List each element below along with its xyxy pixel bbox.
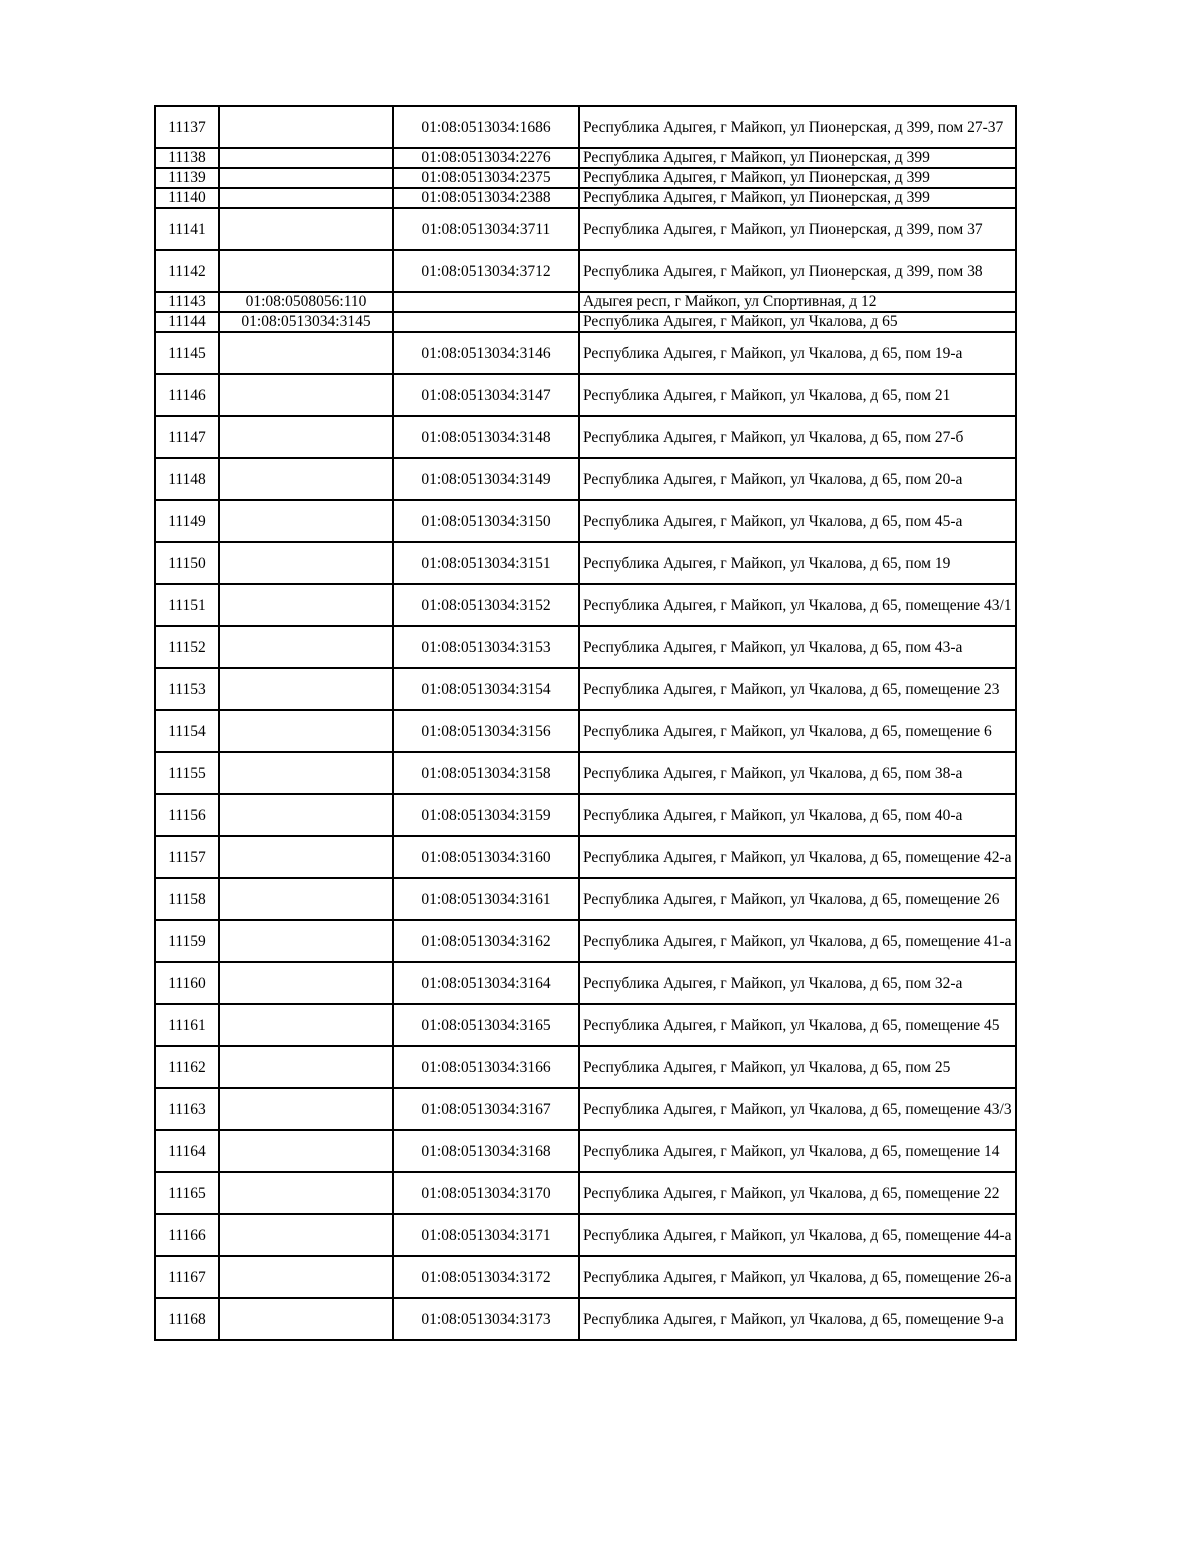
address-cell: Республика Адыгея, г Майкоп, ул Чкалова, д 65, помещение 9-а	[579, 1298, 1016, 1340]
row-number-cell: 11167	[155, 1256, 219, 1298]
cadastral-number-building-cell	[219, 920, 393, 962]
row-number-cell: 11147	[155, 416, 219, 458]
address-cell: Республика Адыгея, г Майкоп, ул Чкалова, д 65, помещение 23	[579, 668, 1016, 710]
cadastral-number-premises-cell: 01:08:0513034:3712	[393, 250, 579, 292]
table-row	[155, 1298, 1016, 1340]
address-cell: Республика Адыгея, г Майкоп, ул Чкалова, д 65, помещение 41-а	[579, 920, 1016, 962]
cadastral-number-building-cell	[219, 416, 393, 458]
table-row	[155, 292, 1016, 312]
cadastral-number-building-cell	[219, 188, 393, 208]
address-cell: Республика Адыгея, г Майкоп, ул Пионерская, д 399, пом 38	[579, 250, 1016, 292]
table-row	[155, 542, 1016, 584]
table-row	[155, 1088, 1016, 1130]
table-row	[155, 710, 1016, 752]
cadastral-number-building-cell	[219, 542, 393, 584]
row-number-cell: 11149	[155, 500, 219, 542]
cadastral-number-building-cell	[219, 1172, 393, 1214]
cadastral-number-building-cell	[219, 106, 393, 148]
cadastral-number-building-cell	[219, 752, 393, 794]
cadastral-number-premises-cell: 01:08:0513034:3152	[393, 584, 579, 626]
address-cell: Республика Адыгея, г Майкоп, ул Чкалова, д 65, пом 27-б	[579, 416, 1016, 458]
cadastral-number-building-cell	[219, 1214, 393, 1256]
cadastral-number-building-cell	[219, 584, 393, 626]
cadastral-number-building-cell	[219, 836, 393, 878]
table-row	[155, 168, 1016, 188]
cadastral-number-building-cell	[219, 374, 393, 416]
table-row	[155, 312, 1016, 332]
address-cell: Республика Адыгея, г Майкоп, ул Чкалова, д 65, пом 43-а	[579, 626, 1016, 668]
table-row	[155, 106, 1016, 148]
cadastral-number-building-cell	[219, 668, 393, 710]
cadastral-number-building-cell	[219, 500, 393, 542]
cadastral-number-building-cell	[219, 710, 393, 752]
cadastral-number-premises-cell: 01:08:0513034:3161	[393, 878, 579, 920]
table-row	[155, 188, 1016, 208]
table-row	[155, 962, 1016, 1004]
address-cell: Республика Адыгея, г Майкоп, ул Чкалова, д 65, помещение 6	[579, 710, 1016, 752]
row-number-cell: 11153	[155, 668, 219, 710]
row-number-cell: 11148	[155, 458, 219, 500]
cadastral-number-premises-cell: 01:08:0513034:3153	[393, 626, 579, 668]
row-number-cell: 11143	[155, 292, 219, 312]
address-cell: Республика Адыгея, г Майкоп, ул Чкалова, д 65, пом 20-а	[579, 458, 1016, 500]
address-cell: Республика Адыгея, г Майкоп, ул Пионерская, д 399, пом 27-37	[579, 106, 1016, 148]
address-cell: Республика Адыгея, г Майкоп, ул Чкалова, д 65, пом 19-а	[579, 332, 1016, 374]
table-row	[155, 1256, 1016, 1298]
cadastral-number-building-cell	[219, 458, 393, 500]
cadastral-number-building-cell	[219, 1046, 393, 1088]
cadastral-number-premises-cell: 01:08:0513034:3158	[393, 752, 579, 794]
row-number-cell: 11161	[155, 1004, 219, 1046]
cadastral-number-premises-cell: 01:08:0513034:3170	[393, 1172, 579, 1214]
row-number-cell: 11168	[155, 1298, 219, 1340]
table-row	[155, 416, 1016, 458]
table-row	[155, 878, 1016, 920]
address-cell: Республика Адыгея, г Майкоп, ул Чкалова, д 65, помещение 43/1	[579, 584, 1016, 626]
cadastral-number-building-cell	[219, 1298, 393, 1340]
row-number-cell: 11159	[155, 920, 219, 962]
row-number-cell: 11146	[155, 374, 219, 416]
table-row	[155, 794, 1016, 836]
cadastral-number-premises-cell: 01:08:0513034:2388	[393, 188, 579, 208]
table-row	[155, 626, 1016, 668]
cadastral-number-premises-cell: 01:08:0513034:3148	[393, 416, 579, 458]
address-cell: Республика Адыгея, г Майкоп, ул Чкалова, д 65, помещение 45	[579, 1004, 1016, 1046]
row-number-cell: 11137	[155, 106, 219, 148]
cadastral-number-premises-cell: 01:08:0513034:3147	[393, 374, 579, 416]
table-row	[155, 752, 1016, 794]
row-number-cell: 11150	[155, 542, 219, 584]
cadastral-number-premises-cell: 01:08:0513034:3154	[393, 668, 579, 710]
row-number-cell: 11154	[155, 710, 219, 752]
cadastral-number-premises-cell: 01:08:0513034:3162	[393, 920, 579, 962]
address-cell: Республика Адыгея, г Майкоп, ул Чкалова, д 65, пом 25	[579, 1046, 1016, 1088]
row-number-cell: 11163	[155, 1088, 219, 1130]
cadastral-number-premises-cell: 01:08:0513034:3168	[393, 1130, 579, 1172]
address-cell: Республика Адыгея, г Майкоп, ул Чкалова, д 65, помещение 43/3	[579, 1088, 1016, 1130]
cadastral-number-premises-cell: 01:08:0513034:1686	[393, 106, 579, 148]
address-cell: Республика Адыгея, г Майкоп, ул Чкалова, д 65, помещение 14	[579, 1130, 1016, 1172]
cadastral-number-building-cell	[219, 208, 393, 250]
table-row	[155, 374, 1016, 416]
table-row	[155, 500, 1016, 542]
cadastral-number-premises-cell: 01:08:0513034:3172	[393, 1256, 579, 1298]
cadastral-number-building-cell	[219, 332, 393, 374]
address-cell: Республика Адыгея, г Майкоп, ул Чкалова, д 65, пом 45-а	[579, 500, 1016, 542]
cadastral-number-building-cell	[219, 1130, 393, 1172]
cadastral-number-building-cell	[219, 148, 393, 168]
address-cell: Республика Адыгея, г Майкоп, ул Чкалова, д 65, помещение 26-а	[579, 1256, 1016, 1298]
registry-table	[154, 105, 1017, 1341]
table-row	[155, 1214, 1016, 1256]
cadastral-number-building-cell	[219, 1088, 393, 1130]
cadastral-number-building-cell	[219, 626, 393, 668]
row-number-cell: 11158	[155, 878, 219, 920]
row-number-cell: 11162	[155, 1046, 219, 1088]
row-number-cell: 11160	[155, 962, 219, 1004]
address-cell: Республика Адыгея, г Майкоп, ул Чкалова, д 65, помещение 22	[579, 1172, 1016, 1214]
cadastral-number-building-cell	[219, 962, 393, 1004]
cadastral-number-building-cell	[219, 878, 393, 920]
address-cell: Адыгея респ, г Майкоп, ул Спортивная, д 12	[579, 292, 1016, 312]
cadastral-number-building-cell	[219, 168, 393, 188]
cadastral-number-premises-cell: 01:08:0513034:3711	[393, 208, 579, 250]
table-row	[155, 1130, 1016, 1172]
row-number-cell: 11155	[155, 752, 219, 794]
table-row	[155, 1172, 1016, 1214]
row-number-cell: 11141	[155, 208, 219, 250]
cadastral-number-premises-cell: 01:08:0513034:3151	[393, 542, 579, 584]
cadastral-number-premises-cell: 01:08:0513034:3173	[393, 1298, 579, 1340]
table-row	[155, 1004, 1016, 1046]
address-cell: Республика Адыгея, г Майкоп, ул Чкалова, д 65, пом 38-а	[579, 752, 1016, 794]
table-row	[155, 668, 1016, 710]
row-number-cell: 11157	[155, 836, 219, 878]
address-cell: Республика Адыгея, г Майкоп, ул Пионерская, д 399	[579, 188, 1016, 208]
row-number-cell: 11144	[155, 312, 219, 332]
cadastral-number-premises-cell: 01:08:0513034:3160	[393, 836, 579, 878]
address-cell: Республика Адыгея, г Майкоп, ул Пионерская, д 399, пом 37	[579, 208, 1016, 250]
table-row	[155, 584, 1016, 626]
row-number-cell: 11164	[155, 1130, 219, 1172]
table-row	[155, 208, 1016, 250]
cadastral-number-premises-cell: 01:08:0513034:3150	[393, 500, 579, 542]
table-row	[155, 836, 1016, 878]
row-number-cell: 11152	[155, 626, 219, 668]
cadastral-number-premises-cell: 01:08:0513034:3156	[393, 710, 579, 752]
cadastral-number-premises-cell: 01:08:0513034:2276	[393, 148, 579, 168]
table-row	[155, 250, 1016, 292]
row-number-cell: 11165	[155, 1172, 219, 1214]
cadastral-number-premises-cell: 01:08:0513034:3149	[393, 458, 579, 500]
cadastral-number-building-cell	[219, 1256, 393, 1298]
address-cell: Республика Адыгея, г Майкоп, ул Чкалова, д 65, пом 40-а	[579, 794, 1016, 836]
address-cell: Республика Адыгея, г Майкоп, ул Пионерская, д 399	[579, 168, 1016, 188]
row-number-cell: 11142	[155, 250, 219, 292]
address-cell: Республика Адыгея, г Майкоп, ул Чкалова, д 65, помещение 44-а	[579, 1214, 1016, 1256]
address-cell: Республика Адыгея, г Майкоп, ул Чкалова, д 65, пом 32-а	[579, 962, 1016, 1004]
address-cell: Республика Адыгея, г Майкоп, ул Чкалова, д 65, пом 19	[579, 542, 1016, 584]
cadastral-number-premises-cell: 01:08:0513034:3159	[393, 794, 579, 836]
cadastral-number-building-cell: 01:08:0513034:3145	[219, 312, 393, 332]
row-number-cell: 11151	[155, 584, 219, 626]
row-number-cell: 11138	[155, 148, 219, 168]
table-row	[155, 920, 1016, 962]
cadastral-number-premises-cell	[393, 292, 579, 312]
cadastral-number-building-cell	[219, 250, 393, 292]
cadastral-number-building-cell	[219, 1004, 393, 1046]
row-number-cell: 11156	[155, 794, 219, 836]
address-cell: Республика Адыгея, г Майкоп, ул Чкалова, д 65, помещение 26	[579, 878, 1016, 920]
row-number-cell: 11140	[155, 188, 219, 208]
cadastral-number-building-cell: 01:08:0508056:110	[219, 292, 393, 312]
registry-table-body	[155, 106, 1016, 1340]
address-cell: Республика Адыгея, г Майкоп, ул Чкалова, д 65	[579, 312, 1016, 332]
cadastral-number-premises-cell	[393, 312, 579, 332]
cadastral-number-building-cell	[219, 794, 393, 836]
table-row	[155, 458, 1016, 500]
cadastral-number-premises-cell: 01:08:0513034:3146	[393, 332, 579, 374]
cadastral-number-premises-cell: 01:08:0513034:3164	[393, 962, 579, 1004]
cadastral-number-premises-cell: 01:08:0513034:2375	[393, 168, 579, 188]
address-cell: Республика Адыгея, г Майкоп, ул Чкалова, д 65, помещение 42-а	[579, 836, 1016, 878]
row-number-cell: 11145	[155, 332, 219, 374]
address-cell: Республика Адыгея, г Майкоп, ул Пионерская, д 399	[579, 148, 1016, 168]
cadastral-number-premises-cell: 01:08:0513034:3165	[393, 1004, 579, 1046]
table-row	[155, 332, 1016, 374]
cadastral-number-premises-cell: 01:08:0513034:3166	[393, 1046, 579, 1088]
row-number-cell: 11139	[155, 168, 219, 188]
address-cell: Республика Адыгея, г Майкоп, ул Чкалова, д 65, пом 21	[579, 374, 1016, 416]
table-row	[155, 148, 1016, 168]
cadastral-number-premises-cell: 01:08:0513034:3167	[393, 1088, 579, 1130]
row-number-cell: 11166	[155, 1214, 219, 1256]
cadastral-number-premises-cell: 01:08:0513034:3171	[393, 1214, 579, 1256]
table-row	[155, 1046, 1016, 1088]
